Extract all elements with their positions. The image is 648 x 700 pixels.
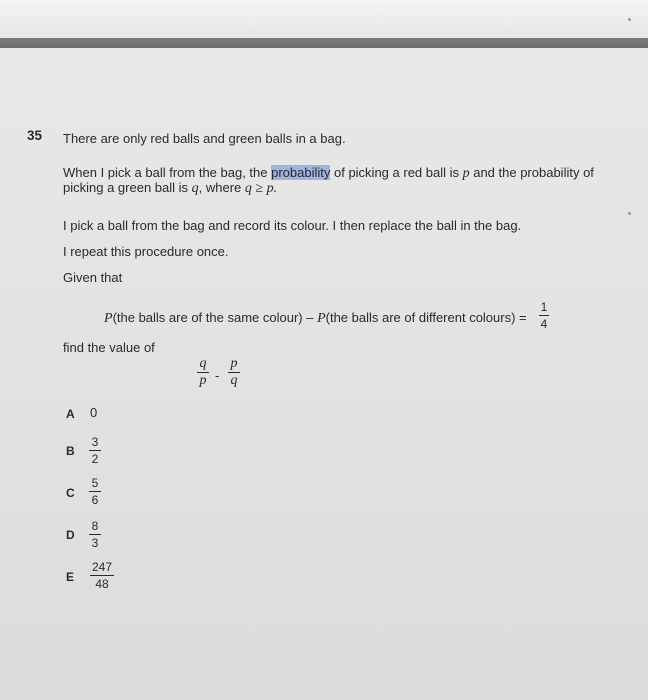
question-line-2: When I pick a ball from the bag, the probability of picking a red ball is p and the probability of xyxy=(63,165,594,181)
option-b-letter: B xyxy=(66,444,75,458)
option-a-letter: A xyxy=(66,407,75,421)
option-e-letter: E xyxy=(66,570,75,584)
option-c-letter: C xyxy=(66,486,75,500)
question-line-6: Given that xyxy=(63,270,123,285)
question-line-3: picking a green ball is q, where q ≥ p. xyxy=(63,180,278,196)
question-line-4: I pick a ball from the bag and record its colour. I then replace the ball in the bag. xyxy=(63,218,522,233)
equation-fraction: 1 4 xyxy=(540,300,548,331)
expression-minus: - xyxy=(215,368,220,383)
option-c-fraction: 5 6 xyxy=(89,476,101,507)
header-bar xyxy=(0,38,648,48)
option-d-letter: D xyxy=(66,528,75,542)
option-e-fraction: 247 48 xyxy=(91,560,113,591)
dust-speck xyxy=(628,212,631,215)
question-number: 35 xyxy=(27,128,43,143)
highlighted-word: probability xyxy=(271,165,331,180)
question-line-1: There are only red balls and green balls in a bag. xyxy=(63,131,346,146)
expression-fraction-p-over-q: p q xyxy=(228,357,240,388)
option-b-fraction: 3 2 xyxy=(89,435,101,466)
given-equation: P(the balls are of the same colour) – P(the balls are of different colours) = xyxy=(104,310,527,326)
top-background xyxy=(0,0,648,40)
question-line-5: I repeat this procedure once. xyxy=(63,244,229,259)
option-d-fraction: 8 3 xyxy=(89,519,101,550)
expression-fraction-q-over-p: q p xyxy=(197,357,209,388)
option-a-value: 0 xyxy=(90,405,98,420)
find-prompt: find the value of xyxy=(63,340,155,355)
dust-speck xyxy=(628,18,631,21)
